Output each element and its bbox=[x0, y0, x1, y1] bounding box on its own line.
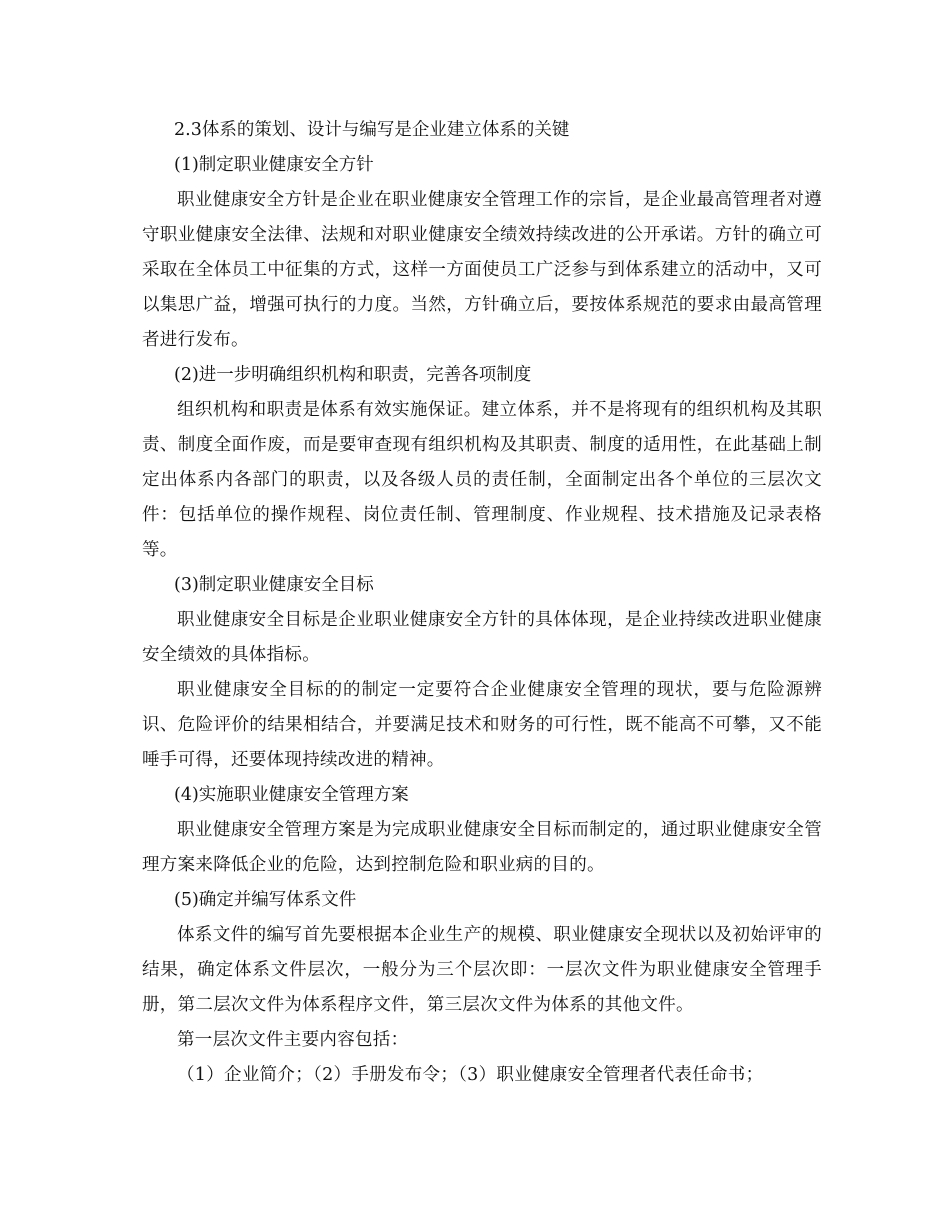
paragraph-list-items: （1）企业简介；（2）手册发布令；（3）职业健康安全管理者代表任命书； bbox=[177, 1065, 764, 1085]
paragraph-organization: 组织机构和职责是体系有效实施保证。建立体系，并不是将现有的组织机构及其职责、制度全面作废，而是要审查现有组织机构及其职责、制度的适用性，在此基础上制定出体系内各部门的职责，以及各级人员的责任制，全面制定出各个单位的三层次文件：包括单位的操作规程、岗位责任制、管理制度、作业规程、技术措施及记录表格等。 bbox=[142, 400, 822, 560]
paragraph-objectives-setting: 职业健康安全目标的的制定一定要符合企业健康安全管理的现状，要与危险源辨识、危险评价的结果相结合，并要满足技术和财务的可行性，既不能高不可攀，又不能唾手可得，还要体现持续改进的精神。 bbox=[142, 680, 822, 770]
document-page bbox=[142, 113, 822, 1093]
subheading-3: (3)制定职业健康安全目标 bbox=[174, 575, 374, 595]
paragraph-objectives: 职业健康安全目标是企业职业健康安全方针的具体体现，是企业持续改进职业健康安全绩效的具体指标。 bbox=[142, 610, 822, 665]
subheading-2: (2)进一步明确组织机构和职责，完善各项制度 bbox=[174, 365, 532, 385]
paragraph-policy: 职业健康安全方针是企业在职业健康安全管理工作的宗旨，是企业最高管理者对遵守职业健康安全法律、法规和对职业健康安全绩效持续改进的公开承诺。方针的确立可采取在全体员工中征集的方式，这样一方面使员工广泛参与到体系建立的活动中，又可以集思广益，增强可执行的力度。当然，方针确立后，要按体系规范的要求由最高管理者进行发布。 bbox=[142, 190, 822, 350]
subheading-1: (1)制定职业健康安全方针 bbox=[174, 155, 374, 175]
paragraph-documents: 体系文件的编写首先要根据本企业生产的规模、职业健康安全现状以及初始评审的结果，确定体系文件层次，一般分为三个层次即：一层次文件为职业健康安全管理手册，第二层次文件为体系程序文件，第三层次文件为体系的其他文件。 bbox=[142, 925, 822, 1015]
subheading-5: (5)确定并编写体系文件 bbox=[174, 890, 357, 910]
paragraph-program: 职业健康安全管理方案是为完成职业健康安全目标而制定的，通过职业健康安全管理方案来降低企业的危险，达到控制危险和职业病的目的。 bbox=[142, 820, 822, 875]
subheading-4: (4)实施职业健康安全管理方案 bbox=[174, 785, 409, 805]
paragraph-first-level: 第一层次文件主要内容包括： bbox=[177, 1030, 409, 1050]
section-heading: 2.3体系的策划、设计与编写是企业建立体系的关键 bbox=[174, 120, 570, 140]
